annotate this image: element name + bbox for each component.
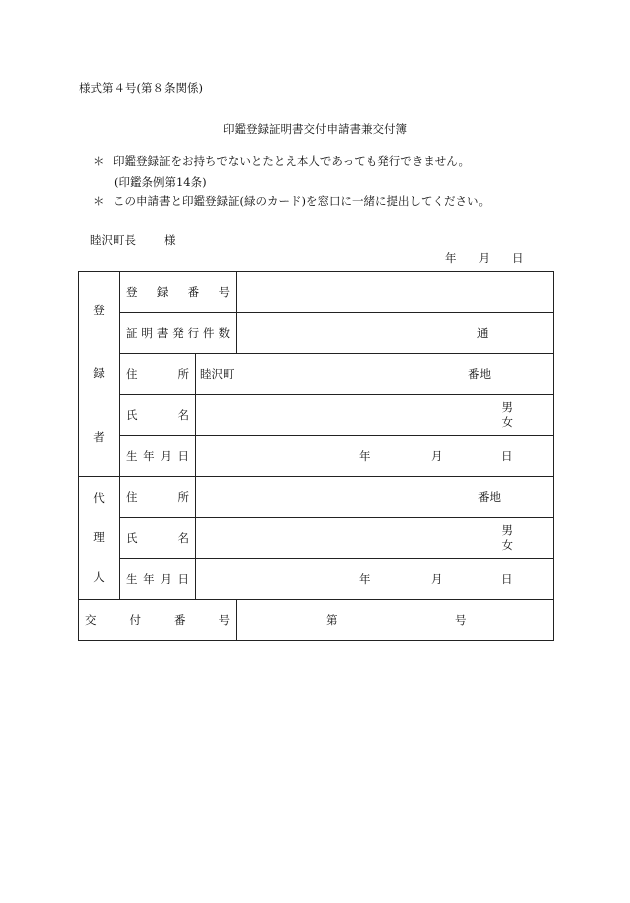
agent-address-field[interactable] (196, 477, 554, 518)
registrant-name-label: 氏 名 (120, 395, 196, 436)
page-title: 印鑑登録証明書交付申請書兼交付簿 (223, 122, 407, 136)
agent-birth-field[interactable] (196, 559, 554, 600)
note-1 (93, 153, 470, 169)
application-date (445, 250, 524, 266)
address-prefix: 睦沢町 (200, 367, 235, 381)
date-month-label: 月 (478, 251, 490, 265)
agent-birth-year-label: 年 (359, 572, 371, 586)
address-suffix: 番地 (468, 367, 491, 381)
date-year-label: 年 (445, 251, 457, 265)
copies-label: 証 明 書 発 行 件 数 (120, 313, 237, 354)
addressee (90, 232, 176, 248)
registration-number-label: 登 録 番 号 (120, 272, 237, 313)
issue-number-field[interactable] (237, 600, 554, 641)
note-2 (93, 193, 490, 209)
birth-month-label: 月 (431, 449, 443, 463)
sex-selector[interactable] (502, 400, 514, 430)
agent-sex-selector[interactable] (502, 523, 514, 553)
sex-female[interactable]: 女 (501, 538, 513, 552)
birth-year-label: 年 (359, 449, 371, 463)
date-day-label: 日 (512, 251, 524, 265)
agent-birth-month-label: 月 (431, 572, 443, 586)
copies-field[interactable] (237, 313, 554, 354)
registrant-birth-label: 生 年 月 日 (120, 436, 196, 477)
agent-address-label: 住 所 (120, 477, 196, 518)
registrant-address-label: 住 所 (120, 354, 196, 395)
registrant-birth-field[interactable] (196, 436, 554, 477)
note-text: 印鑑登録証をお持ちでないとたとえ本人であっても発行できません。 (113, 154, 470, 168)
issue-prefix: 第 (326, 613, 338, 627)
agent-name-field[interactable] (196, 518, 554, 559)
agent-group-label: 代 理 人 (79, 477, 120, 600)
copies-unit: 通 (477, 326, 489, 340)
note-text: この申請書と印鑑登録証(緑のカード)を窓口に一緒に提出してください。 (113, 194, 490, 208)
addressee-honorific: 様 (164, 233, 176, 247)
form-number: 様式第４号(第８条関係) (79, 81, 203, 95)
addressee-name: 睦沢町長 (90, 233, 136, 247)
sex-female[interactable]: 女 (501, 415, 513, 429)
birth-day-label: 日 (501, 449, 513, 463)
application-form-table (78, 271, 554, 641)
issue-suffix: 号 (455, 613, 467, 627)
issue-number-label: 交 付 番 号 (79, 600, 237, 641)
registrant-name-field[interactable] (196, 395, 554, 436)
registrant-group-label: 登 録 者 (79, 272, 120, 477)
registration-number-field[interactable] (237, 272, 554, 313)
agent-address-suffix: 番地 (478, 490, 501, 504)
registrant-address-field[interactable] (196, 354, 554, 395)
agent-birth-label: 生 年 月 日 (120, 559, 196, 600)
note-mark: ＊ (93, 194, 105, 208)
note-reference: (印鑑条例第14条) (114, 175, 207, 189)
sex-male[interactable]: 男 (501, 400, 513, 414)
agent-name-label: 氏 名 (120, 518, 196, 559)
agent-birth-day-label: 日 (501, 572, 513, 586)
sex-male[interactable]: 男 (501, 523, 513, 537)
note-mark: ＊ (93, 154, 105, 168)
